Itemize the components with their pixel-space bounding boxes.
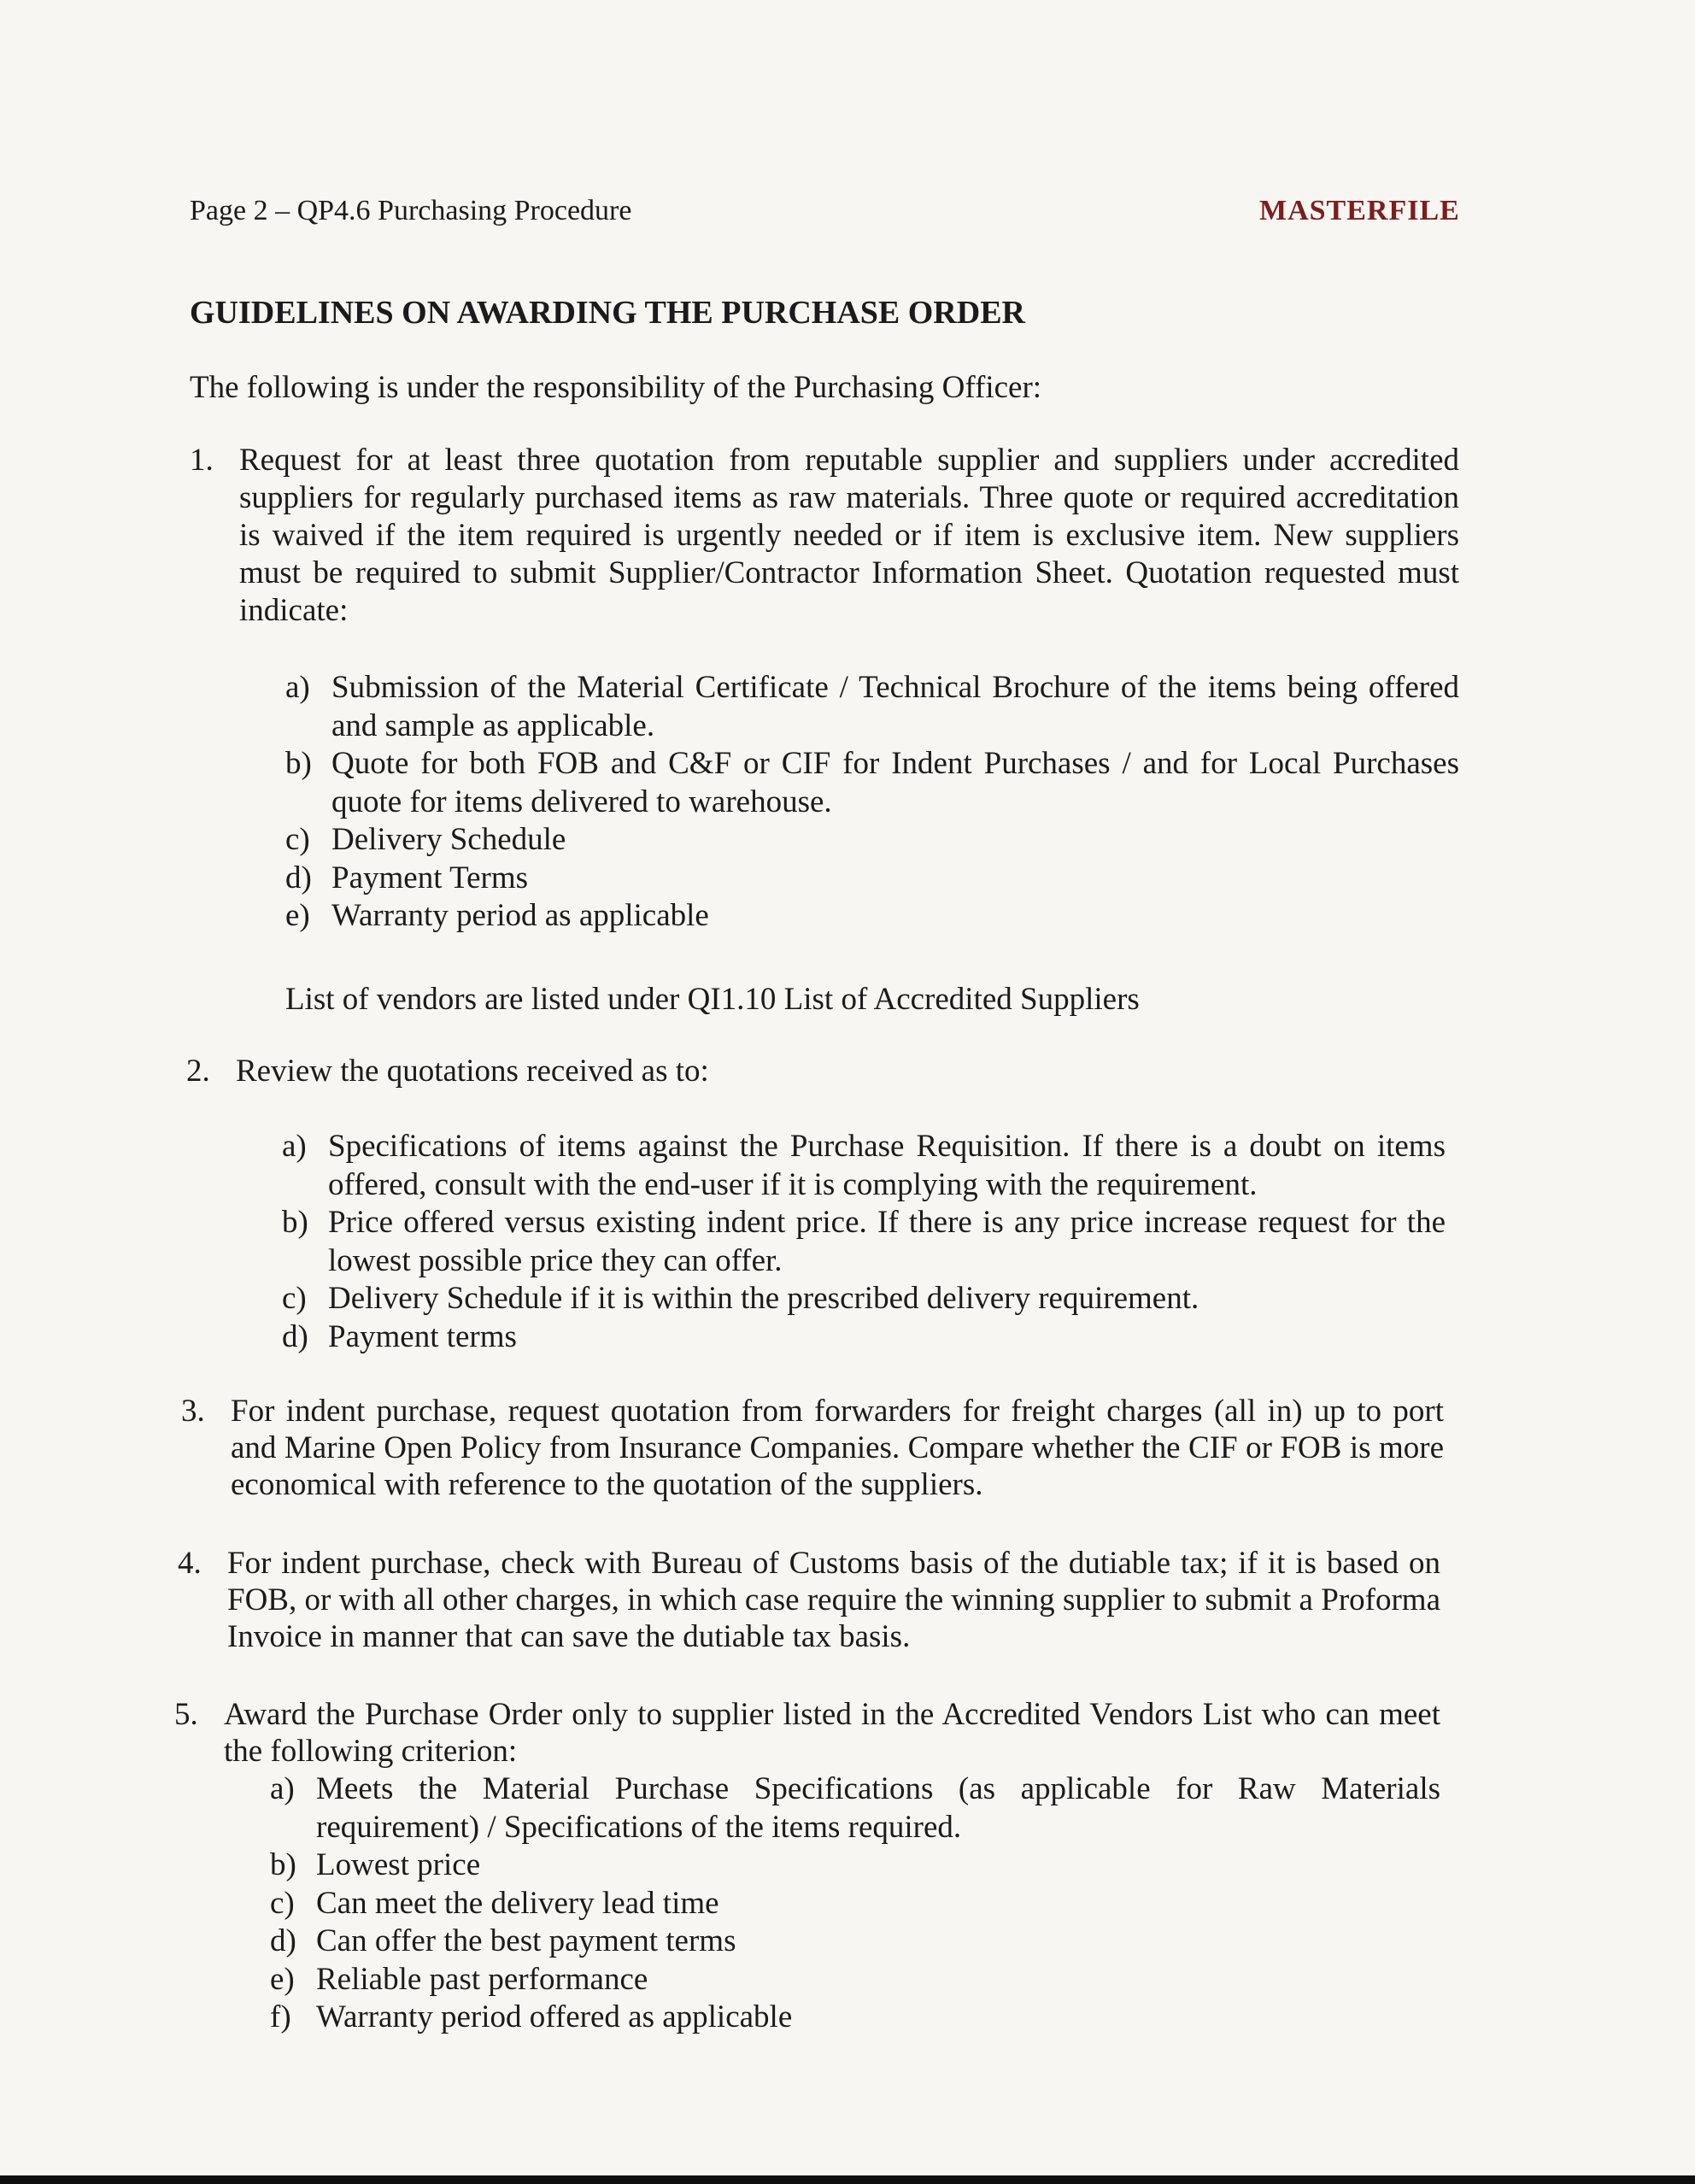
item-number: 2. xyxy=(186,1054,210,1089)
list-letter: e) xyxy=(285,898,310,933)
list-letter: a) xyxy=(282,1129,307,1164)
list-text: Reliable past performance xyxy=(316,1961,648,1997)
document-title: GUIDELINES ON AWARDING THE PURCHASE ORDER xyxy=(190,295,1025,331)
list-item xyxy=(285,821,1459,860)
item-text: Request for at least three quotation from reputable supplier and suppliers under accredited suppliers for regularly purchased items as raw materials. Three quote or required accreditation is waived if the item required is urgently needed or if item is exclusive item. New suppliers must be required to submit Supplier/Contractor Information Sheet. Quotation requested must indicate: xyxy=(239,443,1459,628)
list-text: Submission of the Material Certificate / Technical Brochure of the items being offered and sample as applicable. xyxy=(331,670,1459,743)
item-number: 5. xyxy=(174,1697,198,1732)
list-item xyxy=(270,1770,1440,1846)
list-item xyxy=(270,1923,1440,1961)
list-item xyxy=(285,860,1459,898)
list-letter: d) xyxy=(282,1318,308,1354)
list-item xyxy=(285,745,1459,821)
list-letter: d) xyxy=(270,1923,296,1958)
list-item xyxy=(270,1999,1440,2037)
item-number: 3. xyxy=(181,1394,205,1429)
list-item xyxy=(285,897,1459,936)
list-item xyxy=(270,1961,1440,1999)
list-letter: c) xyxy=(285,822,310,857)
list-item xyxy=(282,1280,1446,1318)
list-letter: d) xyxy=(285,860,312,895)
item-text: Award the Purchase Order only to supplier listed in the Accredited Vendors List who can meet the following criterion: xyxy=(224,1697,1440,1769)
list-text: Can meet the delivery lead time xyxy=(316,1885,719,1921)
sub-list xyxy=(270,1770,1440,2037)
list-text: Can offer the best payment terms xyxy=(316,1923,736,1958)
list-text: Lowest price xyxy=(316,1847,481,1882)
list-item xyxy=(270,1885,1440,1923)
list-text: Delivery Schedule xyxy=(331,822,566,857)
list-letter: c) xyxy=(282,1281,307,1316)
sub-list xyxy=(285,669,1459,936)
list-letter: c) xyxy=(270,1885,295,1921)
list-text: Delivery Schedule if it is within the prescribed delivery requirement. xyxy=(328,1281,1199,1316)
list-text: Specifications of items against the Purchase Requisition. If there is a doubt on items offered, consult with the end-user if it is complying with the requirement. xyxy=(328,1129,1446,1202)
list-text: Price offered versus existing indent price. If there is any price increase request for the lowest possible price they can offer. xyxy=(328,1205,1446,1278)
intro-paragraph: The following is under the responsibility of the Purchasing Officer: xyxy=(190,370,1042,405)
masterfile-label: MASTERFILE xyxy=(1259,195,1460,226)
list-item xyxy=(270,1846,1440,1885)
list-text: Payment Terms xyxy=(331,860,529,895)
list-letter: f) xyxy=(270,1999,291,2034)
list-text: Warranty period as applicable xyxy=(331,898,709,933)
list-text: Quote for both FOB and C&F or CIF for Indent Purchases / and for Local Purchases quote for items delivered to warehouse. xyxy=(331,746,1459,819)
sub-list xyxy=(282,1128,1446,1356)
item-text: For indent purchase, request quotation from forwarders for freight charges (all in) up to port and Marine Open Policy from Insurance Companies. Compare whether the CIF or FOB is more economical with reference to the quotation of the suppliers. xyxy=(231,1394,1444,1502)
list-text: Warranty period offered as applicable xyxy=(316,1999,793,2034)
item-number: 4. xyxy=(178,1546,202,1581)
list-letter: a) xyxy=(285,670,310,705)
list-letter: a) xyxy=(270,1771,295,1806)
item-text: Review the quotations received as to: xyxy=(236,1054,709,1089)
page-header-left: Page 2 – QP4.6 Purchasing Procedure xyxy=(190,195,632,226)
list-letter: e) xyxy=(270,1961,295,1997)
list-text: Meets the Material Purchase Specifications (as applicable for Raw Materials requirement) / Specifications of the items required. xyxy=(316,1771,1440,1845)
list-letter: b) xyxy=(270,1847,296,1882)
list-text: Payment terms xyxy=(328,1318,517,1354)
item-number: 1. xyxy=(190,443,214,478)
list-item xyxy=(285,669,1459,745)
item-text: For indent purchase, check with Bureau of Customs basis of the dutiable tax; if it is based on FOB, or with all other charges, in which case require the winning supplier to submit a Proforma Invoice in manner that can save the dutiable tax basis. xyxy=(227,1546,1440,1654)
list-item xyxy=(282,1128,1446,1204)
list-letter: b) xyxy=(285,746,312,781)
list-letter: b) xyxy=(282,1205,308,1240)
vendors-note: List of vendors are listed under QI1.10 List of Accredited Suppliers xyxy=(285,982,1140,1017)
list-item xyxy=(282,1204,1446,1280)
page-bottom-edge xyxy=(0,2175,1695,2184)
list-item xyxy=(282,1318,1446,1357)
